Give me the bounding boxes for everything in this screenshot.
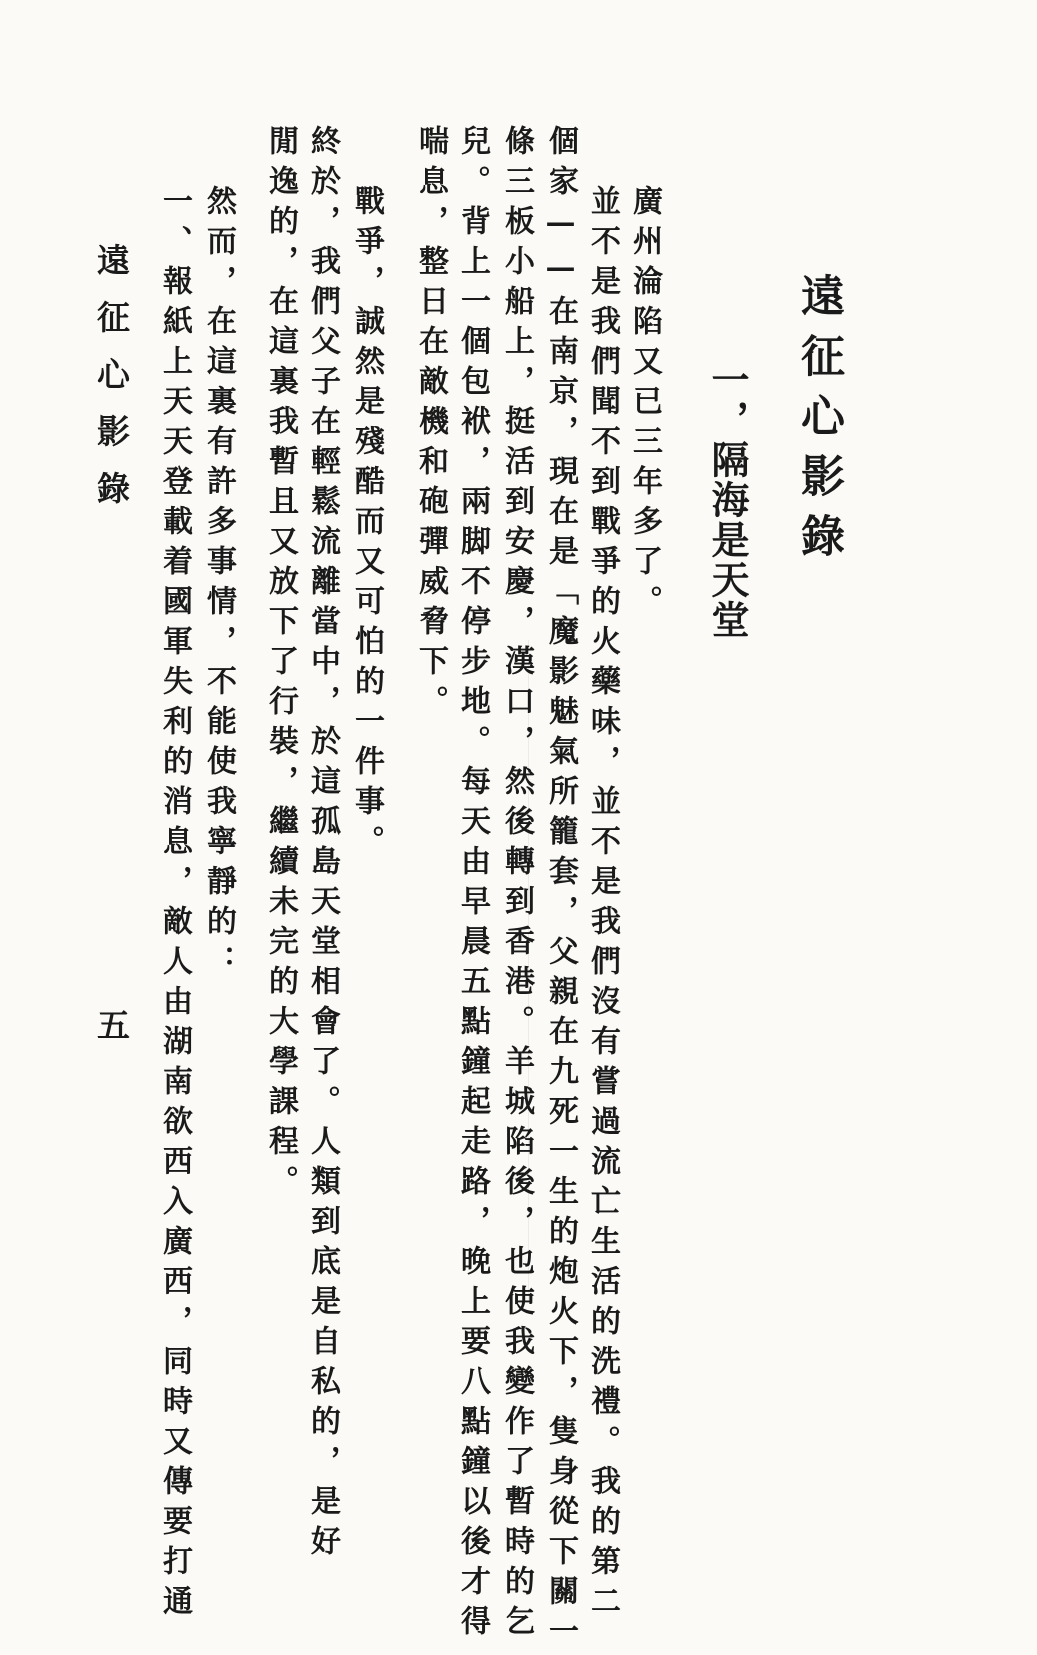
text-line-2: 並不是我們聞不到戰爭的火藥味，並不是我們沒有嘗過流亡生活的洗禮。我的第二 xyxy=(585,185,620,1625)
page-fold-mark xyxy=(528,640,529,1300)
text-line-9: 閒逸的，在這裏我暫且又放下了行裝，繼續未完的大學課程。 xyxy=(263,125,298,1205)
page-number: 五 xyxy=(92,1008,131,1041)
running-title: 遠征心影錄 xyxy=(92,243,131,528)
text-line-1: 廣州淪陷又已三年多了。 xyxy=(627,185,662,625)
text-line-7: 戰爭，誠然是殘酷而又可怕的一件事。 xyxy=(349,185,384,865)
text-line-5: 兒。背上一個包袱，兩脚不停步地。每天由早晨五點鐘起走路，晚上要八點鐘以後才得 xyxy=(455,125,490,1645)
text-line-4: 條三板小船上，挺活到安慶，漢口，然後轉到香港。羊城陷後，也使我變作了暫時的乞 xyxy=(499,125,534,1645)
text-line-8: 終於，我們父子在輕鬆流離當中，於這孤島天堂相會了。人類到底是自私的，是好 xyxy=(305,125,340,1565)
book-title: 遠征心影錄 xyxy=(793,273,844,573)
text-line-11: 一、報紙上天天登載着國軍失利的消息，敵人由湖南欲西入廣西，同時又傳要打通 xyxy=(157,185,192,1625)
text-line-3: 個家——在南京，現在是「魔影魅氣所籠套，父親在九死一生的炮火下，隻身從下關一 xyxy=(543,125,578,1655)
text-line-10: 然而，在這裏有許多事情，不能使我寧靜的： xyxy=(201,185,236,985)
text-line-6: 喘息，整日在敵機和砲彈威脅下。 xyxy=(413,125,448,725)
chapter-title: 一，隔海是天堂 xyxy=(705,360,750,640)
